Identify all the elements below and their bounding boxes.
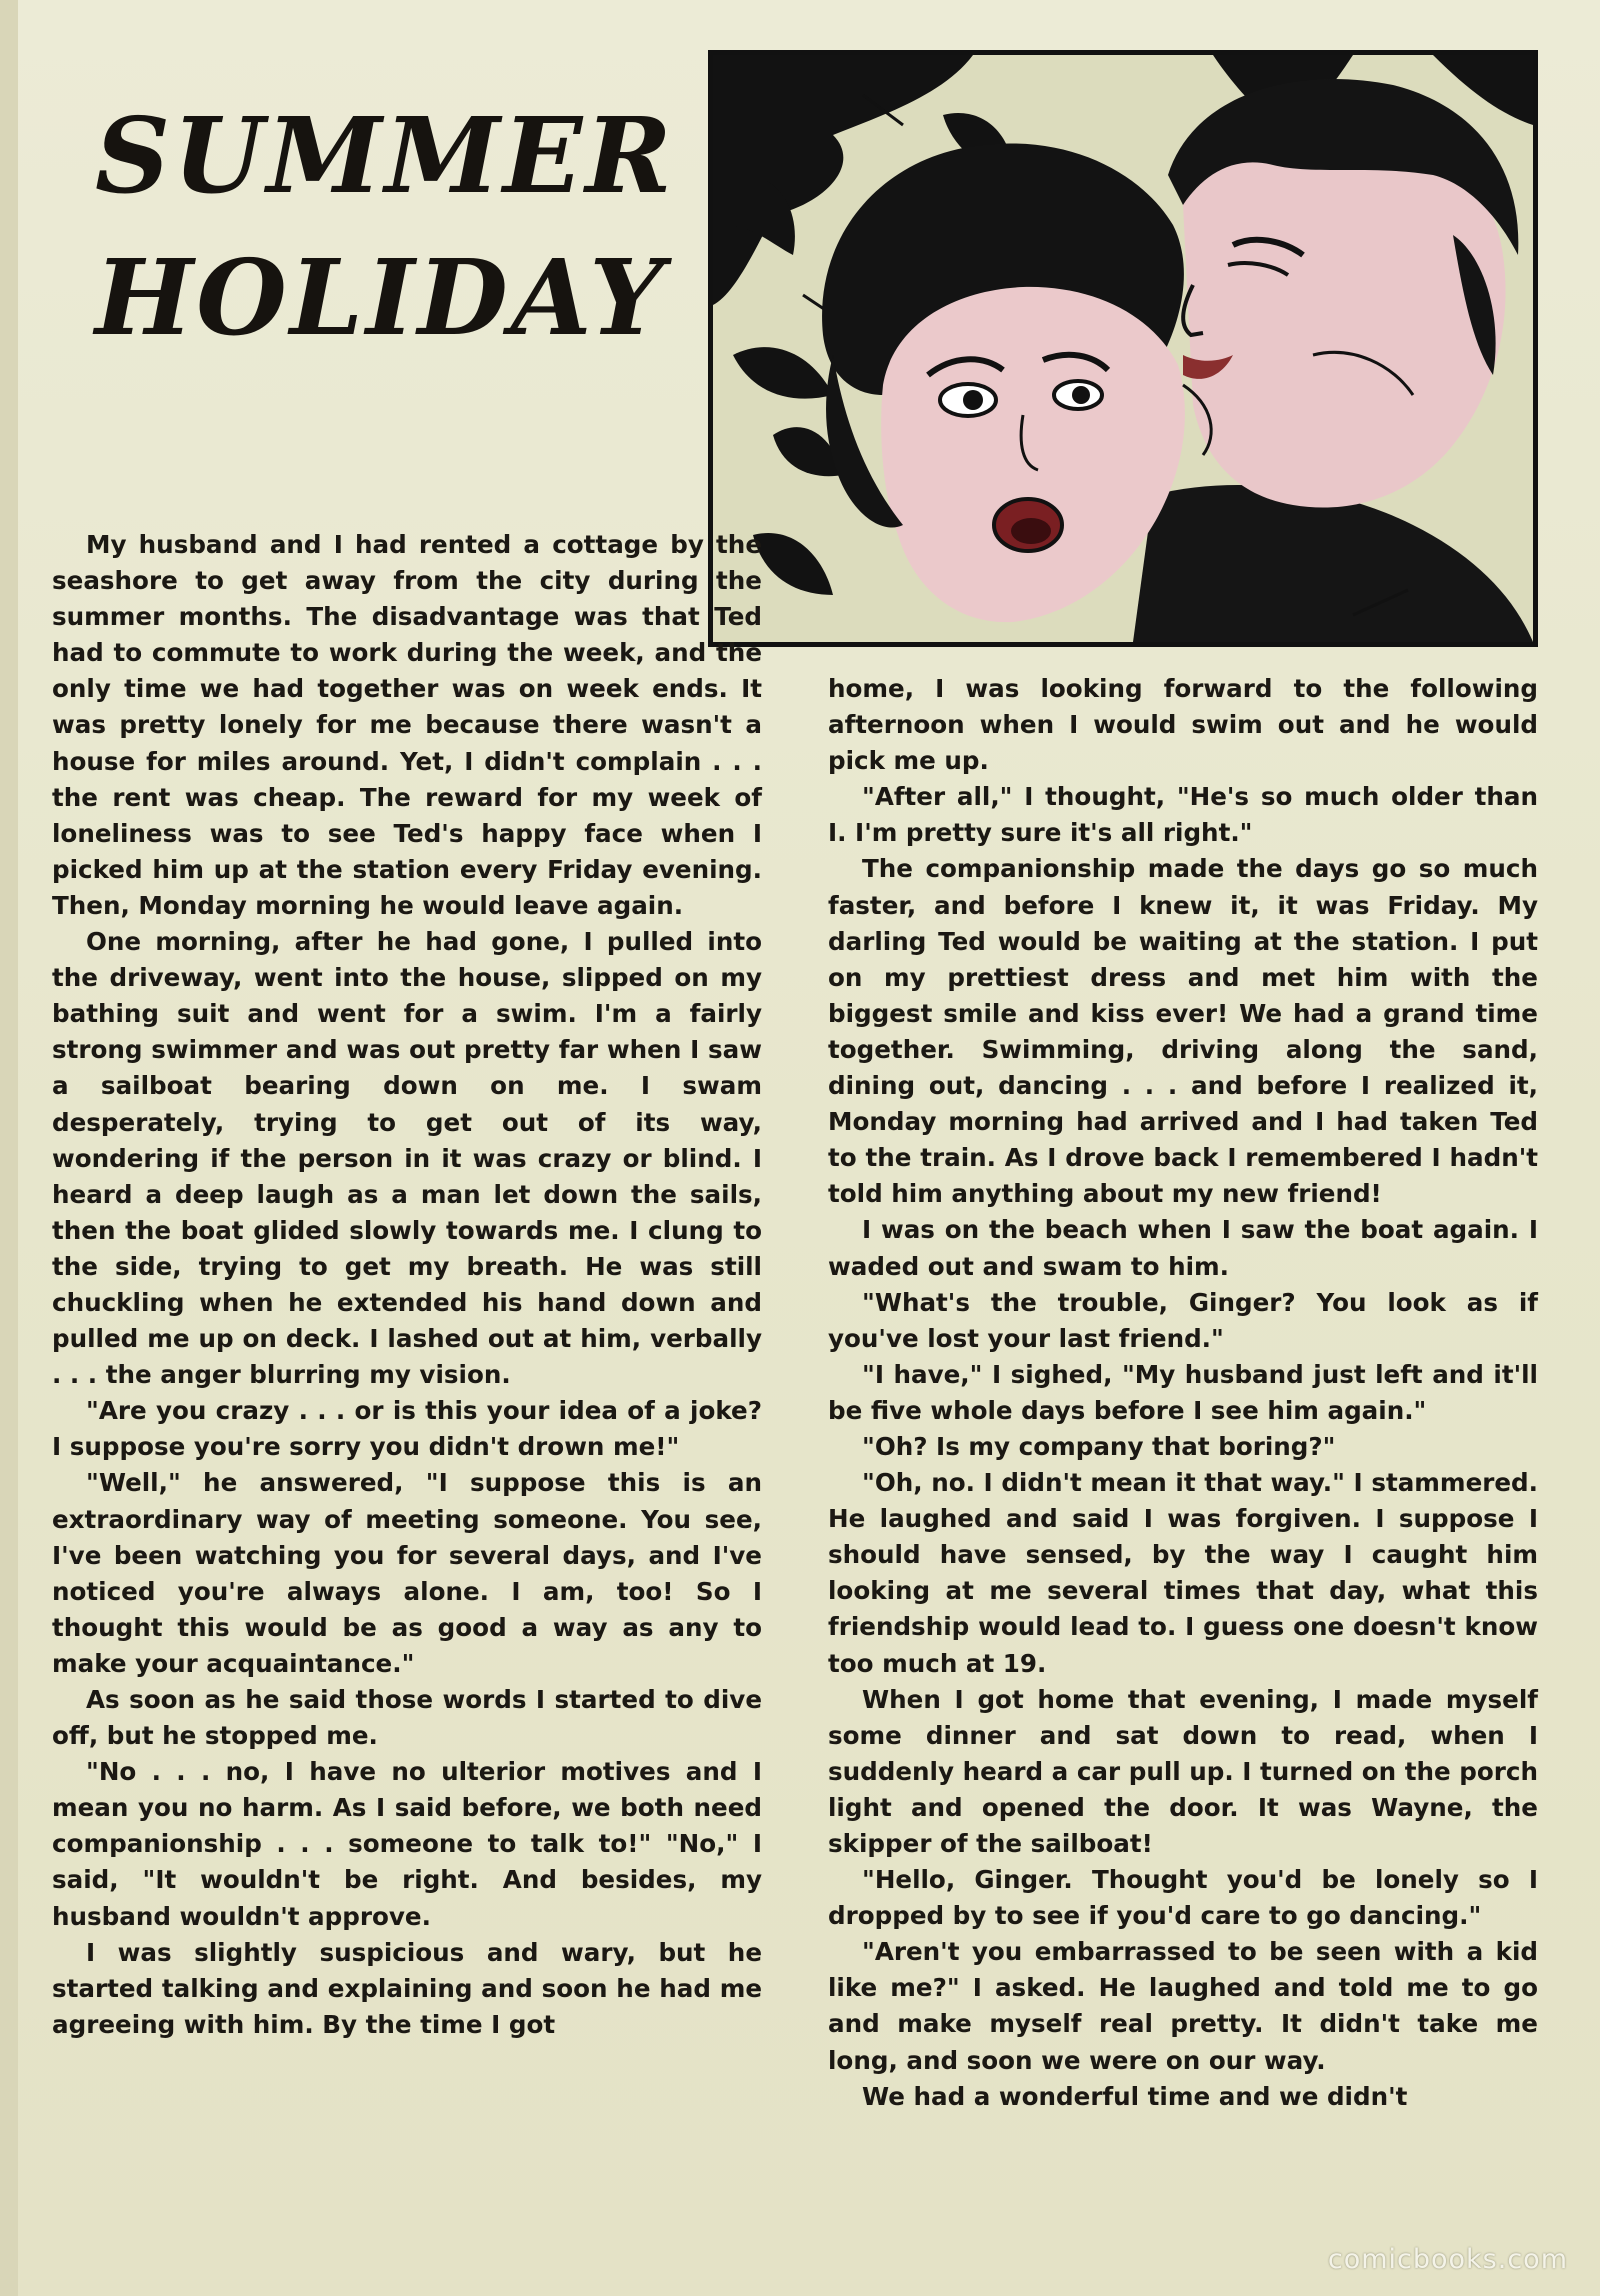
paragraph: "Oh? Is my company that boring?" xyxy=(862,1431,1336,1461)
paragraph: "Oh, no. I didn't mean it that way." I stammered. He laughed and said I was forgiven. I suppose I should have sensed, by the way I caught him looking at me several times that day, what this friendship would lead to. I guess one doesn't know too much at 19. xyxy=(828,1468,1538,1678)
paragraph: We had a wonderful time and we didn't xyxy=(862,2081,1408,2111)
story-title xyxy=(95,85,675,369)
illustration-panel xyxy=(708,50,1538,647)
story-column-right xyxy=(828,671,1538,2115)
watermark: comicbooks.com xyxy=(1327,2244,1568,2275)
page-edge xyxy=(0,0,18,2296)
paragraph-continuation: home, I was looking forward to the following afternoon when I would swim out and he would pick me up. xyxy=(828,674,1538,776)
title-line-1: SUMMER xyxy=(95,94,675,217)
paragraph: "After all," I thought, "He's so much older than I. I'm pretty sure it's all right." xyxy=(828,782,1538,848)
kissing-couple-illustration-icon xyxy=(713,55,1533,642)
paragraph: I was slightly suspicious and wary, but he started talking and explaining and soon he had me agreeing with him. By the time I got xyxy=(52,1937,762,2039)
paragraph: As soon as he said those words I started to dive off, but he stopped me. xyxy=(52,1685,762,1751)
paragraph: "Well," he answered, "I suppose this is an extraordinary way of meeting someone. You see, I've been watching you for several days, and I've noticed you're always alone. I am, too! So I thought this would be as good a way as any to make your acquaintance." xyxy=(52,1468,762,1678)
paragraph: "What's the trouble, Ginger? You look as if you've lost your last friend." xyxy=(828,1287,1538,1353)
paragraph: One morning, after he had gone, I pulled into the driveway, went into the house, slipped on my bathing suit and went for a swim. I'm a fairly strong swimmer and was out pretty far when I saw a sailboat bearing down on me. I swam desperately, trying to get out of its way, wondering if the person in it was crazy or blind. I heard a deep laugh as a man let down the sails, then the boat glided slowly towards me. I clung to the side, trying to get my breath. He was still chuckling when he extended his hand down and pulled me up on deck. I lashed out at him, verbally . . . the anger blurring my vision. xyxy=(52,927,762,1390)
paragraph: When I got home that evening, I made myself some dinner and sat down to read, when I suddenly heard a car pull up. I turned on the porch light and opened the door. It was Wayne, the skipper of the sailboat! xyxy=(828,1684,1538,1858)
paragraph: "No . . . no, I have no ulterior motives and I mean you no harm. As I said before, we both need companionship . . . someone to talk to!" "No," I said, "It wouldn't be right. And besides, my husband wouldn't approve. xyxy=(52,1757,762,1931)
paragraph: I was on the beach when I saw the boat again. I waded out and swam to him. xyxy=(828,1215,1538,1281)
paragraph: My husband and I had rented a cottage by the seashore to get away from the city during the summer months. The disadvantage was that Ted had to commute to work during the week, and the only time we had together was on week ends. It was pretty lonely for me because there wasn't a house for miles around. Yet, I didn't complain . . . the rent was cheap. The reward for my week of loneliness was to see Ted's happy face when I picked him up at the station every Friday evening. Then, Monday morning he would leave again. xyxy=(52,530,762,920)
paragraph: "I have," I sighed, "My husband just left and it'll be five whole days before I see him again." xyxy=(828,1359,1538,1425)
paragraph: "Are you crazy . . . or is this your idea of a joke? I suppose you're sorry you didn't drown me!" xyxy=(52,1396,762,1462)
title-line-2: HOLIDAY xyxy=(95,236,667,359)
paragraph: "Hello, Ginger. Thought you'd be lonely so I dropped by to see if you'd care to go dancing." xyxy=(828,1865,1538,1931)
paragraph: The companionship made the days go so much faster, and before I knew it, it was Friday. My darling Ted would be waiting at the station. I put on my prettiest dress and met him with the biggest smile and kiss ever! We had a grand time together. Swimming, driving along the sand, dining out, dancing . . . and before I realized it, Monday morning had arrived and I had taken Ted to the train. As I drove back I remembered I hadn't told him anything about my new friend! xyxy=(828,854,1538,1209)
story-column-left xyxy=(52,527,762,2043)
paragraph: "Aren't you embarrassed to be seen with a kid like me?" I asked. He laughed and told me to go and make myself real pretty. It didn't take me long, and soon we were on our way. xyxy=(828,1937,1538,2075)
